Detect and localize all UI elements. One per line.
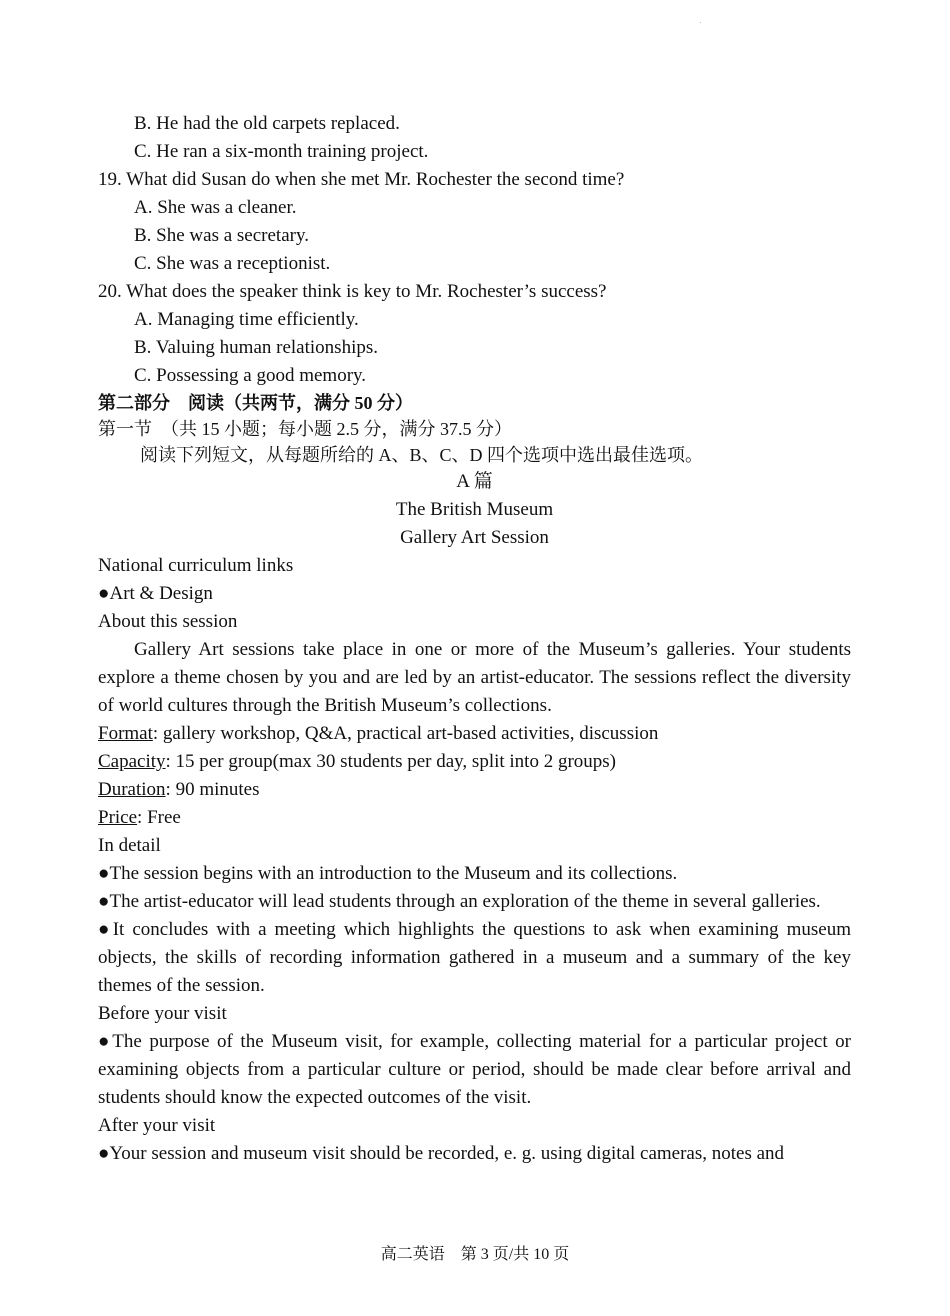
capacity-row [98, 748, 851, 776]
format-row [98, 720, 851, 748]
duration-row [98, 776, 851, 804]
scan-dot [700, 22, 701, 23]
q20-stem: 20. What does the speaker think is key to Mr. Rochester’s success? [98, 281, 607, 302]
part-title: 第二部分 阅读（共两节，满分 50 分） [98, 393, 413, 413]
q20-option-a: A. Managing time efficiently. [134, 309, 359, 330]
format-label: Format [98, 723, 153, 744]
passage-label: A 篇 [456, 471, 493, 492]
q18-option-c: C. He ran a six-month training project. [134, 141, 429, 162]
detail-item: ●It concludes with a meeting which highlights the questions to ask when examining museum objects, the skills of recording information gathered in a museum and a summary of the key themes of the session. [98, 919, 851, 996]
capacity-label: Capacity [98, 751, 166, 772]
before-heading: Before your visit [98, 1003, 227, 1024]
after-heading: After your visit [98, 1115, 216, 1136]
instruction: 阅读下列短文，从每题所给的 A、B、C、D 四个选项中选出最佳选项。 [140, 445, 704, 465]
q20-option-c: C. Possessing a good memory. [134, 365, 367, 386]
price-row [98, 804, 851, 832]
footer-subject: 高二英语 [380, 1246, 445, 1263]
about-heading: About this session [98, 611, 238, 632]
q19-option-c: C. She was a receptionist. [134, 253, 331, 274]
capacity-value: : 15 per group(max 30 students per day, split into 2 groups) [165, 751, 617, 772]
footer-page-number: 第 3 页/共 10 页 [460, 1246, 570, 1263]
price-value: : Free [137, 807, 181, 828]
duration-value: : 90 minutes [165, 779, 260, 800]
after-item: ●Your session and museum visit should be recorded, e. g. using digital cameras, notes and [98, 1143, 785, 1164]
q19-stem: 19. What did Susan do when she met Mr. Rochester the second time? [98, 169, 625, 190]
detail-item: ●The artist-educator will lead students through an exploration of the theme in several galleries. [98, 891, 821, 912]
duration-label: Duration [98, 779, 166, 800]
passage-title-2: Gallery Art Session [400, 527, 549, 548]
page-footer [0, 1243, 950, 1267]
format-value: : gallery workshop, Q&A, practical art-based activities, discussion [152, 723, 659, 744]
exam-page [98, 110, 851, 1168]
q18-option-b: B. He had the old carpets replaced. [134, 113, 400, 134]
price-label: Price [98, 807, 138, 828]
q19-option-b: B. She was a secretary. [134, 225, 309, 246]
section-subtitle: 第一节 （共 15 小题；每小题 2.5 分，满分 37.5 分） [98, 419, 512, 439]
detail-item: ●The session begins with an introduction to the Museum and its collections. [98, 863, 678, 884]
curriculum-item: ●Art & Design [98, 583, 213, 604]
q20-option-b: B. Valuing human relationships. [134, 337, 378, 358]
about-paragraph: Gallery Art sessions take place in one or more of the Museum’s galleries. Your students explore a theme chosen by you and are led by an artist-educator. The sessions reflect the diversity of world cultures through the British Museum’s collections. [98, 639, 851, 716]
detail-heading: In detail [98, 835, 161, 856]
q19-option-a: A. She was a cleaner. [134, 197, 297, 218]
passage-title-1: The British Museum [395, 499, 554, 520]
before-item: ●The purpose of the Museum visit, for example, collecting material for a particular project or examining objects from a particular culture or period, should be made clear before arrival and students should know the expected outcomes of the visit. [98, 1031, 851, 1108]
curriculum-heading: National curriculum links [98, 555, 294, 576]
